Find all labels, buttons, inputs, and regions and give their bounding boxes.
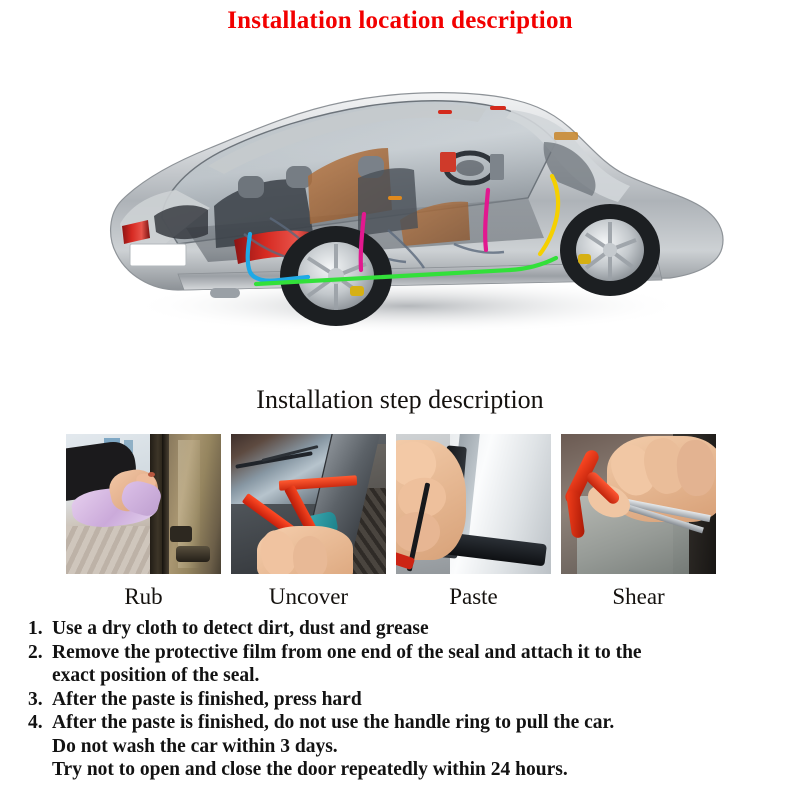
accent-marker-red-2 [438, 110, 452, 114]
step-label-uncover: Uncover [268, 584, 349, 609]
step-photo-shear [561, 434, 716, 574]
page-title: Installation location description [227, 7, 573, 34]
steering-wheel-inner [456, 160, 484, 176]
instruction-text-4-cont-1: Do not wash the car within 3 days. [52, 735, 338, 757]
car-cutaway-diagram [58, 48, 748, 348]
photo-wiping-door-with-cloth [66, 434, 221, 574]
instruction-text-4: After the paste is finished, do not use the handle ring to pull the car. [52, 712, 615, 733]
accent-marker-orange [388, 196, 402, 200]
step-label-paste: Paste [449, 584, 498, 609]
section-title-steps: Installation step description [256, 385, 544, 414]
instruction-number-4: 4. [28, 712, 43, 733]
center-console [490, 154, 504, 180]
instrument-cluster [440, 152, 456, 172]
exhaust-tip [210, 288, 240, 298]
accent-marker-red-1 [490, 106, 506, 110]
front-seat [358, 168, 418, 236]
photo-peeling-red-seal-backing [231, 434, 386, 574]
instruction-text-4-cont-2: Try not to open and close the door repeatedly within 24 hours. [52, 759, 568, 780]
step-label-rub: Rub [124, 584, 163, 609]
instruction-item-3 [28, 688, 784, 712]
step-photo-rub [66, 434, 221, 574]
instruction-text-3: After the paste is finished, press hard [52, 688, 362, 710]
step-label-shear: Shear [612, 584, 665, 609]
instruction-item-1 [28, 617, 784, 641]
instruction-number-3: 3. [28, 688, 43, 710]
license-plate [130, 244, 186, 266]
rear-headrest [238, 176, 264, 198]
instruction-text-1: Use a dry cloth to detect dirt, dust and grease [52, 618, 429, 639]
instruction-text-2-cont: exact position of the seal. [52, 665, 260, 686]
step-photo-uncover [231, 434, 386, 574]
car-illustration-svg [58, 48, 748, 348]
step-photo-paste [396, 434, 551, 574]
step-photo-strip [66, 434, 738, 574]
instruction-list [28, 617, 784, 782]
photo-pressing-seal-onto-panel [396, 434, 551, 574]
photo-cutting-seal-with-scissors [561, 434, 716, 574]
instruction-number-1: 1. [28, 618, 43, 639]
front-wheel [560, 204, 660, 296]
instruction-text-2: Remove the protective film from one end of the seal and attach it to the [52, 641, 642, 663]
instruction-item-4 [28, 711, 784, 735]
engine-detail [554, 132, 578, 140]
instruction-item-2 [28, 641, 784, 665]
step-label-row [66, 583, 738, 613]
instruction-number-2: 2. [28, 641, 43, 663]
